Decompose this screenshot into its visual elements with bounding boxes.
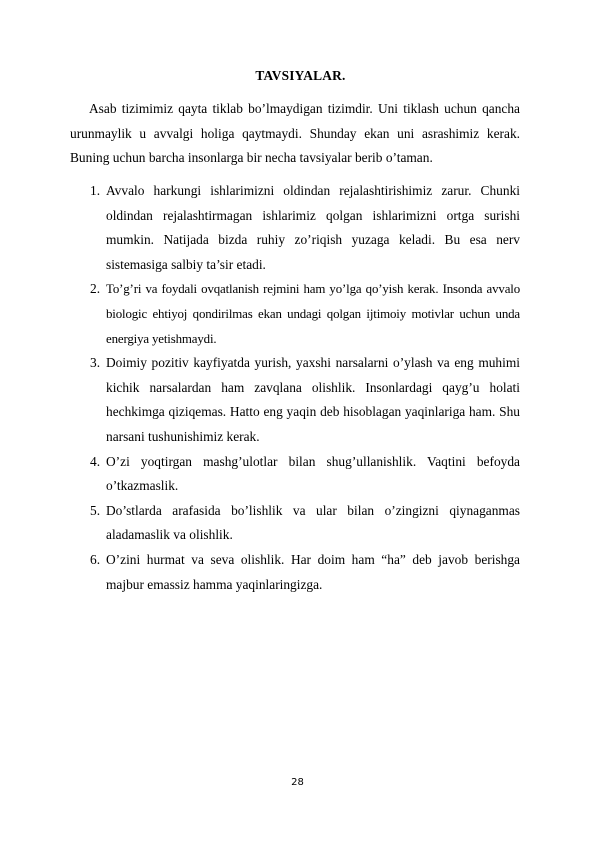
page-title xyxy=(0,68,595,84)
list-item-text: Do’stlarda arafasida bo’lishlik va ular bilan o’zingizni qiynaganmas aladamaslik va olishlik. xyxy=(106,502,520,543)
list-item-text: Avvalo harkungi ishlarimizni oldindan rejalashtirishimiz zarur. Chunki oldindan rejalashtirmagan ishlarimiz qolgan ishlarimizni ortga surishi mumkin. Natijada bizda ruhiy zo’riqish yuzaga keladi. Bu esa nerv sistemasiga salbiy ta’sir etadi. xyxy=(106,183,520,272)
title-text: TAVSIYALAR xyxy=(255,68,343,83)
list-item-text: O’zi yoqtirgan mashg’ulotlar bilan shug’ullanishlik. Vaqtini befoyda o’tkazmaslik. xyxy=(106,453,520,494)
list-item xyxy=(70,277,520,351)
list-item-text: To’g’ri va foydali ovqatlanish rejmini ham yo’lga qo’yish kerak. Insonda avvalo biologic ehtiyoj qondirilmas ekan undagi qolgan ijtimoiy motivlar uchun unda energiya yetishmaydi. xyxy=(106,282,520,346)
list-item xyxy=(70,351,520,449)
list-item-number: 3. xyxy=(90,355,101,371)
list-item xyxy=(70,548,520,597)
list-item-number: 4. xyxy=(90,453,101,469)
list-item-number: 6. xyxy=(90,551,101,567)
list-item-number: 1. xyxy=(90,183,101,198)
title-period: . xyxy=(342,68,346,83)
list-item-text: O’zini hurmat va seva olishlik. Har doim ham “ha” deb javob berishga majbur emassiz hamma yaqinlaringizga. xyxy=(106,551,520,592)
intro-paragraph: Asab tizimimiz qayta tiklab bo’lmaydigan tizimdir. Uni tiklash uchun qancha urunmaylik u avvalgi holiga qaytmaydi. Shunday ekan uni asrashimiz kerak. Buning uchun barcha insonlarga bir necha tavsiyalar berib o’taman. xyxy=(70,101,520,166)
list-item-number: 5. xyxy=(90,502,101,518)
list-item xyxy=(70,499,520,548)
list-item-number: 2. xyxy=(90,281,101,297)
page-number: 28 xyxy=(291,777,304,788)
list-item-text: Doimiy pozitiv kayfiyatda yurish, yaxshi narsalarni o’ylash va eng muhimi kichik narsalardan ham zavqlana olishlik. Insonlardagi qayg’u holati hechkimga qiziqemas. Hatto eng yaqin deb hisoblagan yaqinlariga ham. Shu narsani tushunishimiz kerak. xyxy=(106,355,520,444)
list-item xyxy=(70,450,520,499)
recommendations-list xyxy=(70,179,520,597)
list-item xyxy=(70,179,520,277)
